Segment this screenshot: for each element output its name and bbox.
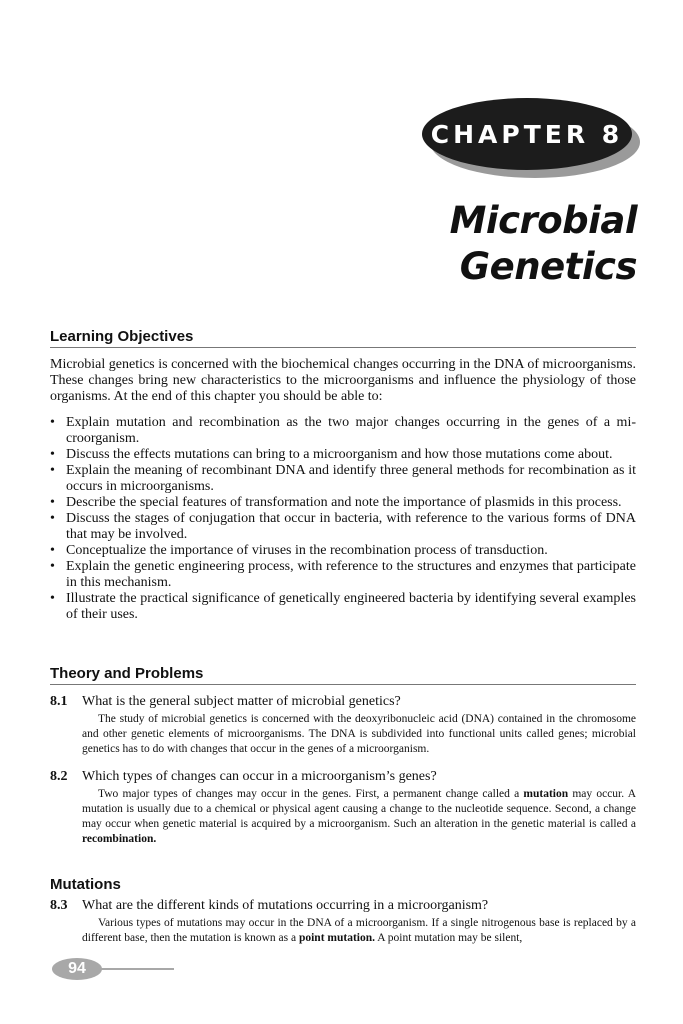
question-number: 8.3	[50, 898, 68, 913]
answer-text: Two major types of changes may occur in the genes. First, a permanent change called a	[98, 788, 524, 800]
objective-item: • Conceptualize the importance of viruses in the recombination process of transduction.	[50, 543, 636, 559]
question-text: What are the different kinds of mutations occurring in a microorganism?	[82, 898, 489, 913]
chapter-label: CHAPTER 8	[430, 119, 624, 149]
objective-item: • Explain the genetic engineering process, with reference to the structures and enzymes that participate in this mechanism.	[50, 559, 636, 591]
chapter-title-line-1: Microbial	[449, 199, 637, 242]
question-number: 8.1	[50, 694, 68, 709]
question-text: What is the general subject matter of microbial genetics?	[82, 694, 401, 709]
answer-8-2	[82, 787, 636, 847]
term-mutation: mutation	[523, 788, 569, 800]
objective-item: • Discuss the effects mutations can bring to a microorganism and how those mutations come about.	[50, 447, 636, 463]
learning-objectives-intro: Microbial genetics is concerned with the biochemical changes occurring in the DNA of microorganisms. These changes bring new characteristics to the microorganisms and influence the physiology of those organisms. At the end of this chapter you should be able to:	[50, 357, 636, 404]
theory-rule	[50, 684, 636, 685]
answer-text: A point mutation may be silent,	[375, 932, 523, 944]
answer-8-3	[82, 916, 636, 946]
learning-objectives-heading: Learning Objectives	[50, 328, 194, 345]
chapter-badge	[422, 98, 632, 170]
page-number-badge	[52, 958, 102, 980]
chapter-title	[450, 198, 637, 290]
page-number-line	[100, 968, 174, 970]
theory-heading: Theory and Problems	[50, 665, 204, 682]
page-number: 94	[68, 960, 86, 977]
objective-item: • Describe the special features of transformation and note the importance of plasmids in this process.	[50, 495, 636, 511]
answer-8-1: The study of microbial genetics is concerned with the deoxyribonucleic acid (DNA) contained in the chromosome and other genetic elements of microorganisms. The DNA is subdivided into functional units called genes; microbial genetics has to do with changes that occur in the genes of a microorganism.	[82, 713, 636, 755]
objectives-list	[50, 415, 636, 623]
question-number: 8.2	[50, 769, 68, 784]
answer-text: Various types of mutations may occur in the DNA of a microorganism. If a single nitrogenous base is replaced by a different base, then the mutation is known as a	[82, 917, 636, 944]
objective-item: • Explain mutation and recombination as the two major changes occurring in the genes of a mi-croorganism.	[50, 415, 636, 447]
question-text: Which types of changes can occur in a microorganism’s genes?	[82, 769, 437, 784]
objective-item: • Discuss the stages of conjugation that occur in bacteria, with reference to the various forms of DNA that may be involved.	[50, 511, 636, 543]
objective-item: • Explain the meaning of recombinant DNA and identify three general methods for recombination as it occurs in microorganisms.	[50, 463, 636, 495]
answer-text: may occur. A mutation is usually due to a chemical or physical agent causing a change to the nucleotide sequence. Second, a change may occur when genetic material is acquired by a microorganism. Such an alteration in the genetic material is called a	[82, 788, 637, 830]
objective-item: • Illustrate the practical significance of genetically engineered bacteria by identifying several examples of their uses.	[50, 591, 636, 623]
mutations-heading: Mutations	[50, 876, 121, 893]
chapter-title-line-2: Genetics	[459, 245, 637, 288]
term-recombination: recombination.	[82, 833, 157, 845]
learning-objectives-rule	[50, 347, 636, 348]
term-point-mutation: point mutation.	[298, 932, 376, 944]
